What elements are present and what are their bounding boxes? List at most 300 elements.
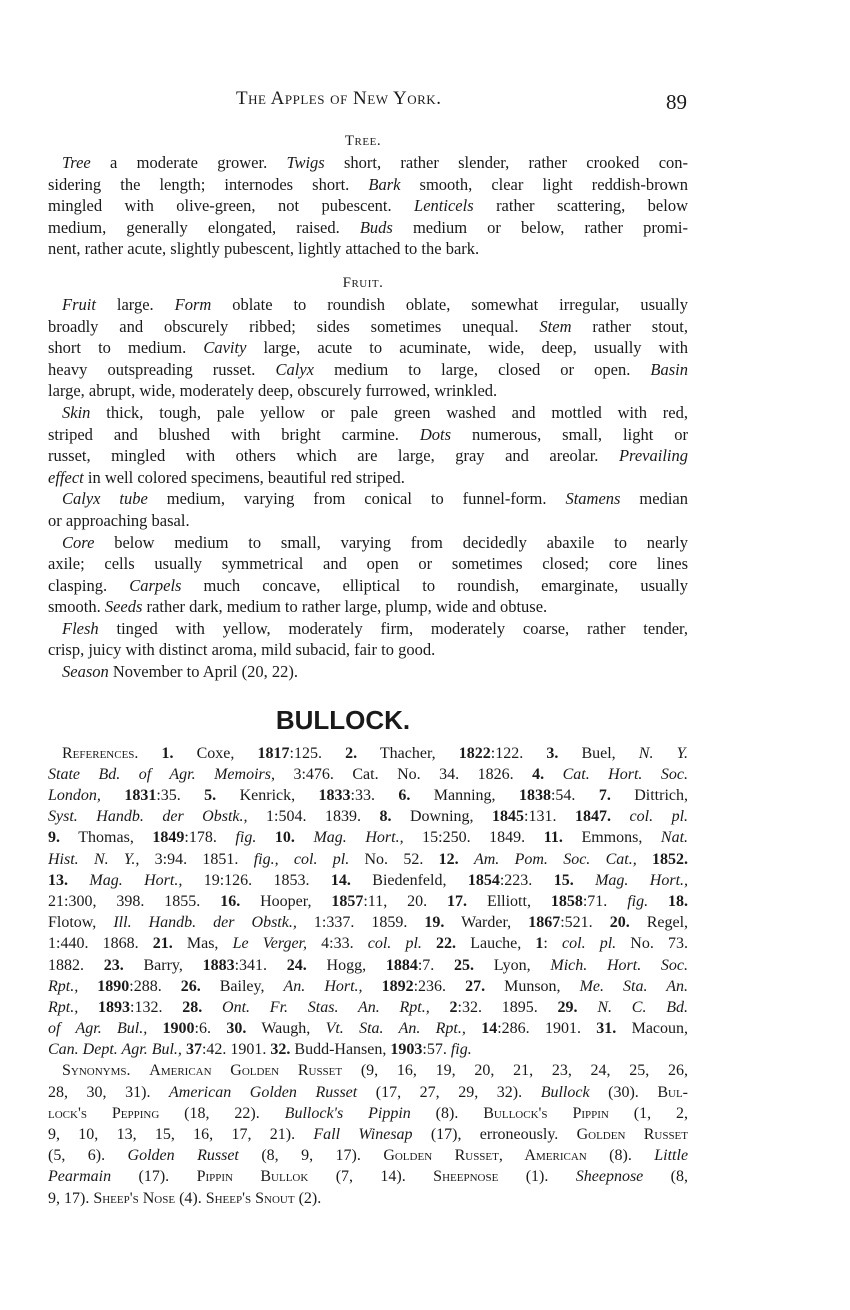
italic-term: Bullock [540, 1083, 590, 1101]
small-caps-name: Sheep's Nose [93, 1189, 176, 1207]
reference-number: 37 [185, 1041, 202, 1059]
text-run: mingled with olive-green, not pubescent. [48, 196, 415, 216]
text-run: (8, [643, 1168, 688, 1186]
text-run: short to medium. [48, 338, 204, 358]
italic-term: fig. [450, 1041, 472, 1059]
text-run: Hogg, [306, 956, 386, 974]
italic-term: Dots [419, 424, 452, 444]
small-caps-name: Pippin Bullok [196, 1168, 309, 1186]
variety-title: BULLOCK. [275, 704, 411, 735]
reference-number: 24. [286, 956, 307, 974]
text-run: :341. [234, 956, 287, 974]
text-run: clasping. [48, 575, 130, 595]
text-run: Downing, [391, 808, 493, 826]
text-run: (30). [589, 1083, 658, 1101]
text-line [48, 1018, 688, 1039]
book-page [48, 84, 688, 1209]
text-run: (1, 2, [608, 1104, 688, 1122]
reference-number: 26. [180, 977, 201, 995]
text-run: Regel, [629, 914, 688, 932]
small-caps-name: American Golden Russet [149, 1062, 343, 1080]
text-run: Hooper, [240, 892, 332, 910]
text-run: :122. [490, 744, 547, 762]
text-run [544, 766, 562, 783]
text-line [48, 174, 688, 196]
italic-term: of Agr. Bul., [48, 1020, 148, 1038]
description-paragraph [48, 661, 688, 683]
text-run [430, 999, 450, 1016]
reference-number: 1833 [318, 787, 351, 805]
text-line [48, 424, 688, 446]
text-run: :35. [156, 787, 205, 805]
italic-term: Carpels [129, 575, 182, 595]
reference-number: 7. [598, 787, 611, 805]
italic-term: Pearmain [48, 1168, 112, 1186]
reference-number: 1831 [124, 787, 157, 805]
reference-number: 19. [424, 914, 445, 932]
text-line [48, 891, 688, 912]
text-run [574, 872, 595, 889]
text-run: Thacher, [357, 744, 459, 762]
text-run [131, 1062, 150, 1079]
text-run: Flotow, [48, 914, 114, 932]
text-run: Kenrick, [216, 787, 319, 805]
text-run: 1882. [48, 956, 104, 974]
text-line [48, 870, 688, 891]
reference-number: 17. [447, 892, 468, 910]
text-run: rather dark, medium to rather large, plump, wide and obtuse. [142, 597, 548, 617]
text-run: axile; cells usually symmetrical and open or sometimes closed; core lines [48, 554, 688, 574]
text-line [48, 1124, 688, 1145]
text-run [578, 999, 598, 1016]
text-run [147, 1020, 162, 1037]
references-paragraph [48, 743, 688, 1061]
text-run: : [543, 935, 563, 953]
text-run: 19:126. 1853. [182, 871, 331, 889]
reference-number: 13. [48, 871, 68, 889]
italic-term: State Bd. of Agr. Memoirs, [48, 765, 275, 783]
text-line [48, 1103, 688, 1124]
description-paragraph [48, 294, 688, 402]
reference-number: 16. [220, 892, 241, 910]
text-run: November to April (20, 22). [108, 662, 299, 682]
text-run: Coxe, [173, 744, 258, 762]
text-line [48, 510, 688, 532]
text-run: :286. 1901. [497, 1020, 597, 1038]
text-run: short, rather slender, rather crooked con- [324, 153, 688, 172]
reference-number: 9. [48, 829, 60, 847]
text-run: (17). [111, 1168, 197, 1186]
reference-number: 31. [596, 1020, 617, 1038]
reference-number: 1845 [492, 808, 525, 826]
reference-number: 2 [449, 998, 458, 1016]
text-line [48, 316, 688, 338]
text-run: Warder, [444, 914, 529, 932]
text-run: :71. [582, 892, 628, 910]
text-run: (17, 27, 29, 32). [357, 1083, 541, 1101]
text-run: Macoun, [616, 1020, 688, 1038]
italic-term: Fruit [62, 294, 96, 314]
text-run: :54. [550, 787, 599, 805]
text-run [78, 999, 98, 1016]
italic-term: London, [48, 787, 101, 805]
reference-number: 1849 [152, 829, 185, 847]
reference-number: 1893 [98, 998, 130, 1016]
text-run: Buel, [558, 744, 639, 762]
text-run: median [620, 489, 688, 509]
text-run: nent, rather acute, slightly pubescent, lightly attached to the bark. [48, 239, 480, 259]
text-run: numerous, small, light or [451, 424, 688, 444]
reference-number: 29. [557, 998, 578, 1016]
text-run: :132. [130, 998, 183, 1016]
reference-number: 1884 [385, 956, 418, 974]
text-run: 9, 10, 13, 15, 16, 17, 21). [48, 1126, 314, 1144]
text-run [637, 851, 652, 868]
reference-number: 4. [532, 765, 545, 783]
description-paragraph [48, 532, 688, 618]
text-run: or approaching basal. [48, 510, 190, 530]
reference-number: 5. [204, 787, 217, 805]
italic-term: Seeds [104, 597, 143, 617]
text-line [48, 933, 688, 954]
reference-number: 12. [438, 850, 459, 868]
italic-term: An. Hort., [283, 977, 363, 995]
reference-number: 25. [454, 956, 474, 974]
text-run: medium, generally elongated, raised. [48, 217, 360, 237]
text-run: :32. 1895. [457, 998, 558, 1016]
text-line [48, 1082, 688, 1103]
text-run: 1:337. 1859. [296, 914, 425, 932]
italic-term: fig., col. pl. [253, 850, 350, 868]
description-paragraph [48, 488, 688, 531]
italic-term: Bark [368, 174, 401, 194]
text-run: (8). [410, 1104, 484, 1122]
reference-number: 1892 [381, 977, 414, 995]
text-run [459, 851, 474, 868]
text-run: tinged with yellow, moderately firm, moderately coarse, rather tender, [98, 618, 688, 638]
text-run [295, 829, 314, 846]
text-line [48, 976, 688, 997]
reference-number: 1. [161, 744, 174, 762]
italic-term: col. pl. [367, 935, 422, 953]
italic-term: Basin [650, 359, 688, 379]
text-line [48, 1166, 688, 1187]
reference-number: 1854 [467, 871, 500, 889]
italic-term: Nat. [660, 829, 688, 847]
text-line [48, 618, 688, 640]
description-paragraph [48, 402, 688, 488]
text-run: (9, 16, 19, 20, 21, 23, 24, 25, 26, [342, 1062, 688, 1080]
text-line [48, 806, 688, 827]
text-line [48, 1060, 688, 1081]
text-run: :6. [194, 1020, 227, 1038]
reference-number: 1822 [458, 744, 491, 762]
reference-number: 14 [481, 1020, 498, 1038]
italic-term: Tree [62, 153, 91, 172]
reference-number: 6. [398, 787, 411, 805]
text-run: :178. [184, 829, 236, 847]
small-caps-name: Sheepnose [433, 1168, 499, 1186]
italic-term: Calyx tube [62, 489, 148, 509]
italic-term: Mag. Hort., [313, 829, 404, 847]
description-paragraph [48, 152, 688, 260]
text-run: 9, 17). [48, 1189, 94, 1207]
text-line [48, 445, 688, 467]
italic-term: Hist. N. Y., [48, 850, 140, 868]
text-run: crisp, juicy with distinct aroma, mild subacid, fair to good. [48, 640, 436, 660]
italic-term: Little [654, 1147, 688, 1165]
text-line [48, 402, 688, 424]
text-run: sidering the length; internodes short. [48, 174, 369, 194]
text-run: large, abrupt, wide, moderately deep, obscurely furrowed, wrinkled. [48, 381, 498, 401]
small-caps-name: Bullock's Pippin [483, 1104, 609, 1122]
running-title: The Apples of New York. [236, 88, 442, 109]
text-run: rather stout, [571, 316, 688, 336]
text-line [48, 849, 688, 870]
italic-term: Mag. Hort., [89, 871, 183, 889]
text-run: Dittrich, [610, 787, 688, 805]
reference-number: 10. [274, 829, 295, 847]
reference-number: 1847. [575, 808, 611, 826]
reference-number: 1890 [97, 977, 130, 995]
italic-term: Stamens [565, 489, 621, 509]
text-run: 3:476. Cat. No. 34. 1826. [274, 765, 533, 783]
small-caps-name: Synonyms. [62, 1062, 131, 1080]
running-header [48, 84, 688, 118]
text-run: 28, 30, 31). [48, 1083, 170, 1101]
text-run: :131. [524, 808, 575, 826]
text-line [48, 912, 688, 933]
text-line [48, 1039, 688, 1060]
reference-number: 15. [553, 871, 574, 889]
text-run: broadly and obscurely ribbed; sides sometimes unequal. [48, 316, 540, 336]
small-caps-name: References. [62, 744, 139, 762]
italic-term: Ont. Fr. Stas. An. Rpt., [222, 998, 430, 1016]
text-run: 15:250. 1849. [403, 829, 544, 847]
text-line [48, 596, 688, 618]
reference-number: 30. [226, 1020, 247, 1038]
text-run: 3:94. 1851. [139, 850, 254, 868]
italic-term: Stem [539, 316, 572, 336]
italic-term: Mag. Hort., [595, 871, 688, 889]
text-line [48, 639, 688, 661]
reference-number: 14. [330, 871, 351, 889]
reference-number: 1817 [257, 744, 290, 762]
text-run: :33. [350, 787, 399, 805]
italic-term: Sheepnose [575, 1168, 644, 1186]
text-run: No. 52. [349, 850, 439, 868]
text-run: large. [95, 294, 175, 314]
italic-term: Mich. Hort. Soc. [550, 956, 688, 974]
text-run: (1). [498, 1168, 576, 1186]
text-run: (8). [586, 1147, 655, 1165]
text-run: below medium to small, varying from decidedly abaxile to nearly [94, 532, 688, 552]
page-number: 89 [666, 90, 687, 114]
text-line [48, 661, 688, 683]
italic-term: Prevailing [618, 446, 688, 466]
text-run: (2). [294, 1189, 322, 1207]
italic-term: Syst. Handb. der Obstk., [48, 808, 248, 826]
text-run [648, 893, 668, 910]
text-run: (5, 6). [48, 1147, 128, 1165]
section-heading: Fruit. [342, 274, 384, 291]
italic-term: Calyx [275, 359, 315, 379]
text-run: (18, 22). [159, 1104, 285, 1122]
italic-term: Lenticels [414, 196, 474, 216]
page-body [48, 130, 688, 1209]
text-run: 1:504. 1839. [247, 808, 380, 826]
reference-number: 1852. [652, 850, 688, 868]
text-line [48, 764, 688, 785]
text-run: Barry, [123, 956, 203, 974]
text-run: (17), erroneously. [412, 1126, 577, 1144]
reference-number: 1838 [518, 787, 551, 805]
reference-number: 21. [152, 935, 173, 953]
text-run: thick, tough, pale yellow or pale green washed and mottled with red, [90, 402, 688, 422]
text-run: No. 73. [616, 935, 688, 953]
small-caps-name: Sheep's Snout [205, 1189, 295, 1207]
italic-term: fig. [627, 892, 649, 910]
text-run: Budd-Hansen, [290, 1041, 391, 1059]
reference-number: 23. [103, 956, 124, 974]
italic-term: Skin [62, 402, 91, 422]
text-line [48, 575, 688, 597]
reference-number: 1858 [550, 892, 583, 910]
text-run: :236. [413, 977, 466, 995]
text-run: (8, 9, 17). [238, 1147, 384, 1165]
small-caps-name: Golden Russet [576, 1126, 688, 1144]
text-run: rather scattering, below [473, 196, 688, 216]
text-line [48, 1188, 688, 1209]
text-run: :521. [560, 914, 610, 932]
italic-term: col. pl. [629, 808, 688, 826]
italic-term: Bullock's Pippin [284, 1104, 411, 1122]
text-run: Biedenfeld, [350, 871, 468, 889]
reference-number: 1903 [390, 1041, 423, 1059]
italic-term: Flesh [62, 618, 99, 638]
italic-term: Vt. Sta. An. Rpt., [325, 1020, 466, 1038]
section-heading: Tree. [344, 133, 382, 149]
text-run [611, 808, 630, 825]
text-run: Lauche, [456, 935, 536, 953]
italic-term: Rpt., [48, 998, 79, 1016]
reference-number: 11. [543, 829, 563, 847]
italic-term: N. Y. [638, 744, 688, 762]
italic-term: Twigs [286, 153, 325, 172]
text-run [363, 978, 382, 995]
text-run: :42. 1901. [201, 1041, 271, 1059]
reference-number: 1883 [202, 956, 235, 974]
text-run: medium, varying from conical to funnel-form. [147, 489, 566, 509]
references-paragraph [48, 1060, 688, 1208]
text-line [48, 195, 688, 217]
text-run: :223. [499, 871, 554, 889]
text-run: Thomas, [60, 829, 153, 847]
italic-term: Am. Pom. Soc. Cat., [473, 850, 637, 868]
italic-term: Buds [359, 217, 393, 237]
italic-term: N. C. Bd. [597, 998, 688, 1016]
small-caps-name: Golden Russet, American [383, 1147, 587, 1165]
reference-number: 28. [182, 998, 203, 1016]
text-run: smooth. [48, 597, 105, 617]
text-run: medium to large, closed or open. [314, 359, 651, 379]
reference-number: 20. [609, 914, 630, 932]
reference-number: 1857 [331, 892, 364, 910]
text-line [48, 467, 688, 489]
reference-number: 27. [465, 977, 486, 995]
reference-number: 22. [436, 935, 457, 953]
italic-term: Le Verger, [232, 935, 308, 953]
italic-term: American Golden Russet [169, 1083, 358, 1101]
reference-number: 1 [535, 935, 544, 953]
italic-term: col. pl. [562, 935, 617, 953]
text-run: (4). [175, 1189, 206, 1207]
small-caps-name: lock's Pepping [48, 1104, 160, 1122]
text-run: :7. [417, 956, 454, 974]
text-line [48, 553, 688, 575]
text-run: 4:33. [307, 935, 368, 953]
text-line [48, 294, 688, 316]
text-line [48, 217, 688, 239]
text-line [48, 488, 688, 510]
text-run [256, 829, 275, 846]
text-run: medium or below, rather promi- [392, 217, 688, 237]
text-line [48, 785, 688, 806]
text-line [48, 359, 688, 381]
text-run: Munson, [485, 977, 580, 995]
reference-number: 2. [345, 744, 358, 762]
text-run: Manning, [410, 787, 519, 805]
text-run [202, 999, 222, 1016]
italic-term: Cat. Hort. Soc. [562, 765, 688, 783]
text-run: :57. [422, 1041, 451, 1059]
text-line [48, 152, 688, 174]
text-run [138, 745, 161, 762]
text-run: 21:300, 398. 1855. [48, 892, 221, 910]
italic-term: Ill. Handb. der Obstk., [113, 914, 297, 932]
small-caps-name: Bul- [657, 1083, 688, 1101]
text-run: in well colored specimens, beautiful red striped. [83, 467, 405, 487]
text-run: Waugh, [246, 1020, 326, 1038]
text-line [48, 827, 688, 848]
reference-number: 32. [270, 1041, 291, 1059]
italic-term: Fall Winesap [313, 1126, 413, 1144]
italic-term: Core [62, 532, 95, 552]
text-line [48, 337, 688, 359]
italic-term: Cavity [203, 338, 247, 358]
text-run: large, acute to acuminate, wide, deep, usually with [246, 338, 688, 358]
text-run: russet, mingled with others which are large, gray and areolar. [48, 446, 619, 466]
description-paragraph [48, 618, 688, 661]
text-run: 1:440. 1868. [48, 935, 153, 953]
text-run: smooth, clear light reddish-brown [400, 174, 688, 194]
reference-number: 1900 [162, 1020, 195, 1038]
text-run: Lyon, [474, 956, 551, 974]
text-run: Mas, [172, 935, 233, 953]
italic-term: Golden Russet [127, 1147, 239, 1165]
text-run: Elliott, [467, 892, 551, 910]
italic-term: effect [48, 467, 84, 487]
reference-number: 3. [546, 744, 559, 762]
italic-term: Form [174, 294, 212, 314]
text-run [466, 1020, 481, 1037]
text-run: :11, 20. [363, 892, 448, 910]
text-line [48, 955, 688, 976]
reference-number: 1867 [528, 914, 561, 932]
text-run [68, 872, 89, 889]
reference-number: 18. [668, 892, 688, 910]
italic-term: Me. Sta. An. [579, 977, 688, 995]
